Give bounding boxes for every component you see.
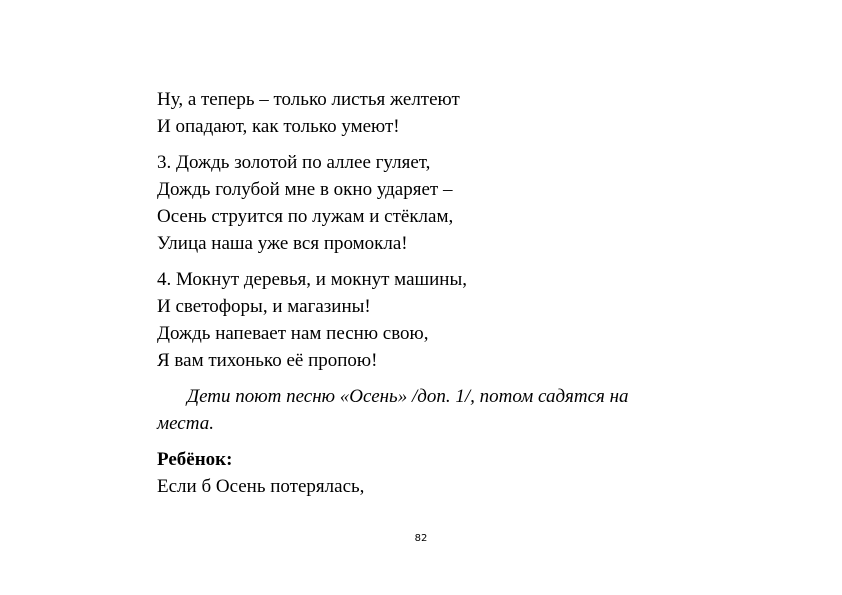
verse-line: Я вам тихонько её пропою! (157, 350, 378, 371)
verse-line: Дождь голубой мне в окно ударяет – (157, 179, 453, 200)
verse-line: Осень струится по лужам и стёклам, (157, 206, 454, 227)
stage-direction-text: Дети поют песню «Осень» /доп. 1/, потом садятся на места. (157, 386, 629, 434)
verse-line: 4. Мокнут деревья, и мокнут машины, (157, 269, 467, 290)
verse-line: Дождь напевает нам песню свою, (157, 323, 429, 344)
stanza-4 (157, 266, 717, 374)
verse-line: И опадают, как только умеют! (157, 116, 400, 137)
stage-direction (157, 383, 687, 437)
verse-line: Если б Осень потерялась, (157, 476, 365, 497)
speaker-block (157, 446, 717, 500)
verse-line: И светофоры, и магазины! (157, 296, 371, 317)
stanza-3 (157, 149, 717, 257)
page-content (157, 86, 717, 509)
verse-line: Ну, а теперь – только листья желтеют (157, 89, 460, 110)
verse-line: Улица наша уже вся промокла! (157, 233, 408, 254)
verse-line: 3. Дождь золотой по аллее гуляет, (157, 152, 431, 173)
speaker-label: Ребёнок: (157, 449, 233, 470)
stanza-1 (157, 86, 717, 140)
page-number: 82 (414, 533, 428, 544)
